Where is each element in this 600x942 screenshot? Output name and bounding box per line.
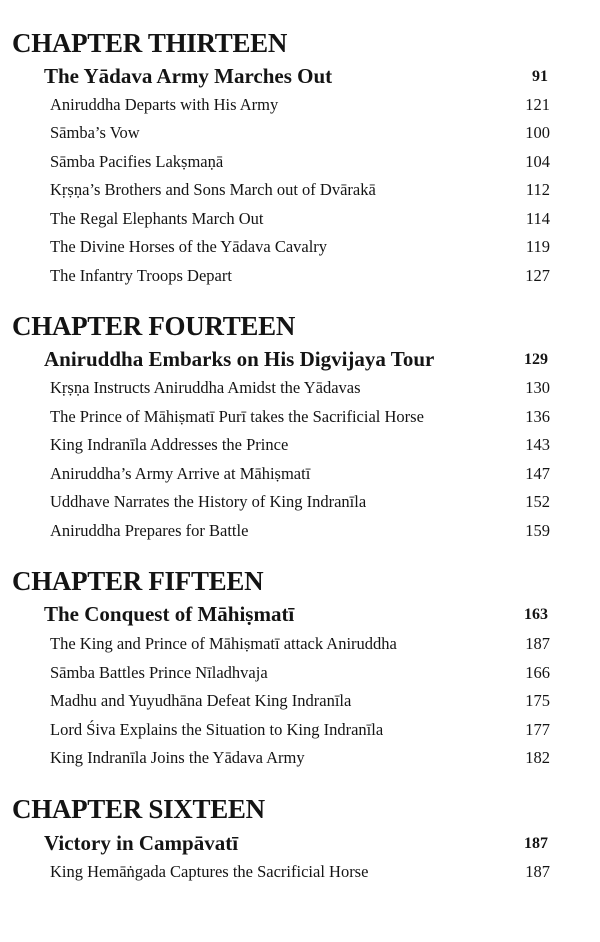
entry-title: Aniruddha Departs with His Army xyxy=(50,95,279,114)
entry-page-number: 147 xyxy=(525,464,550,483)
toc-entry[interactable] xyxy=(50,523,550,545)
entry-title: The King and Prince of Māhiṣmatī attack Aniruddha xyxy=(50,634,397,653)
toc-entry[interactable] xyxy=(50,268,550,290)
toc-entry[interactable] xyxy=(50,409,550,431)
toc-entry[interactable] xyxy=(50,154,550,176)
toc-entry[interactable] xyxy=(50,693,550,715)
section-row[interactable] xyxy=(44,66,548,92)
entry-page-number: 114 xyxy=(525,209,550,228)
section-row[interactable] xyxy=(44,349,548,375)
entry-title: Kṛṣṇa’s Brothers and Sons March out of Dvārakā xyxy=(50,180,376,199)
section-row[interactable] xyxy=(44,833,548,859)
entry-page-number: 159 xyxy=(525,521,550,540)
entry-title: The Regal Elephants March Out xyxy=(50,209,264,228)
entry-title: Sāmba’s Vow xyxy=(50,123,140,142)
toc-entry[interactable] xyxy=(50,125,550,147)
section-row[interactable] xyxy=(44,604,548,630)
toc-entry[interactable] xyxy=(50,466,550,488)
section-page-number: 187 xyxy=(524,835,548,852)
entry-page-number: 166 xyxy=(525,663,550,682)
toc-entry[interactable] xyxy=(50,97,550,119)
entry-page-number: 152 xyxy=(525,492,550,511)
entry-page-number: 112 xyxy=(525,180,550,199)
entry-page-number: 175 xyxy=(525,691,550,710)
entry-page-number: 130 xyxy=(525,378,550,397)
toc-entry[interactable] xyxy=(50,494,550,516)
entry-title: Kṛṣṇa Instructs Aniruddha Amidst the Yādavas xyxy=(50,378,361,397)
entry-page-number: 104 xyxy=(525,152,550,171)
entry-page-number: 187 xyxy=(525,862,550,881)
chapter-heading: CHAPTER FOURTEEN xyxy=(12,311,296,341)
chapter-heading: CHAPTER THIRTEEN xyxy=(12,28,288,58)
entry-title: Madhu and Yuyudhāna Defeat King Indranīla xyxy=(50,691,352,710)
entry-title: Lord Śiva Explains the Situation to King Indranīla xyxy=(50,720,384,739)
section-title: The Yādava Army Marches Out xyxy=(44,64,333,88)
toc-entry[interactable] xyxy=(50,182,550,204)
toc-entry[interactable] xyxy=(50,380,550,402)
chapter-heading: CHAPTER SIXTEEN xyxy=(12,794,265,824)
toc-entry[interactable] xyxy=(50,750,550,772)
entry-page-number: 127 xyxy=(525,266,550,285)
toc-entry[interactable] xyxy=(50,211,550,233)
entry-title: Uddhave Narrates the History of King Indranīla xyxy=(50,492,367,511)
toc-entry[interactable] xyxy=(50,636,550,658)
toc-entry[interactable] xyxy=(50,722,550,744)
section-title: The Conquest of Māhiṣmatī xyxy=(44,602,295,626)
toc-entry[interactable] xyxy=(50,665,550,687)
entry-page-number: 177 xyxy=(525,720,550,739)
toc-entry[interactable] xyxy=(50,239,550,261)
entry-title: Aniruddha Prepares for Battle xyxy=(50,521,249,540)
entry-title: Sāmba Pacifies Lakṣmaṇā xyxy=(50,152,224,171)
section-page-number: 163 xyxy=(524,606,548,623)
entry-title: King Indranīla Addresses the Prince xyxy=(50,435,289,454)
toc-entry[interactable] xyxy=(50,864,550,886)
entry-page-number: 100 xyxy=(525,123,550,142)
toc-entry[interactable] xyxy=(50,437,550,459)
chapter-heading: CHAPTER FIFTEEN xyxy=(12,566,264,596)
entry-title: Sāmba Battles Prince Nīladhvaja xyxy=(50,663,268,682)
entry-page-number: 136 xyxy=(525,407,550,426)
entry-page-number: 187 xyxy=(525,634,550,653)
entry-title: The Infantry Troops Depart xyxy=(50,266,232,285)
entry-title: King Indranīla Joins the Yādava Army xyxy=(50,748,305,767)
entry-title: Aniruddha’s Army Arrive at Māhiṣmatī xyxy=(50,464,311,483)
entry-title: The Prince of Māhiṣmatī Purī takes the Sacrificial Horse xyxy=(50,407,424,426)
section-page-number: 91 xyxy=(532,68,548,85)
entry-page-number: 121 xyxy=(525,95,550,114)
section-title: Aniruddha Embarks on His Digvijaya Tour xyxy=(44,347,435,371)
section-title: Victory in Campāvatī xyxy=(44,831,239,855)
entry-title: The Divine Horses of the Yādava Cavalry xyxy=(50,237,328,256)
entry-page-number: 143 xyxy=(525,435,550,454)
entry-title: King Hemāṅgada Captures the Sacrificial Horse xyxy=(50,862,369,881)
entry-page-number: 182 xyxy=(525,748,550,767)
section-page-number: 129 xyxy=(524,351,548,368)
entry-page-number: 119 xyxy=(525,237,550,256)
